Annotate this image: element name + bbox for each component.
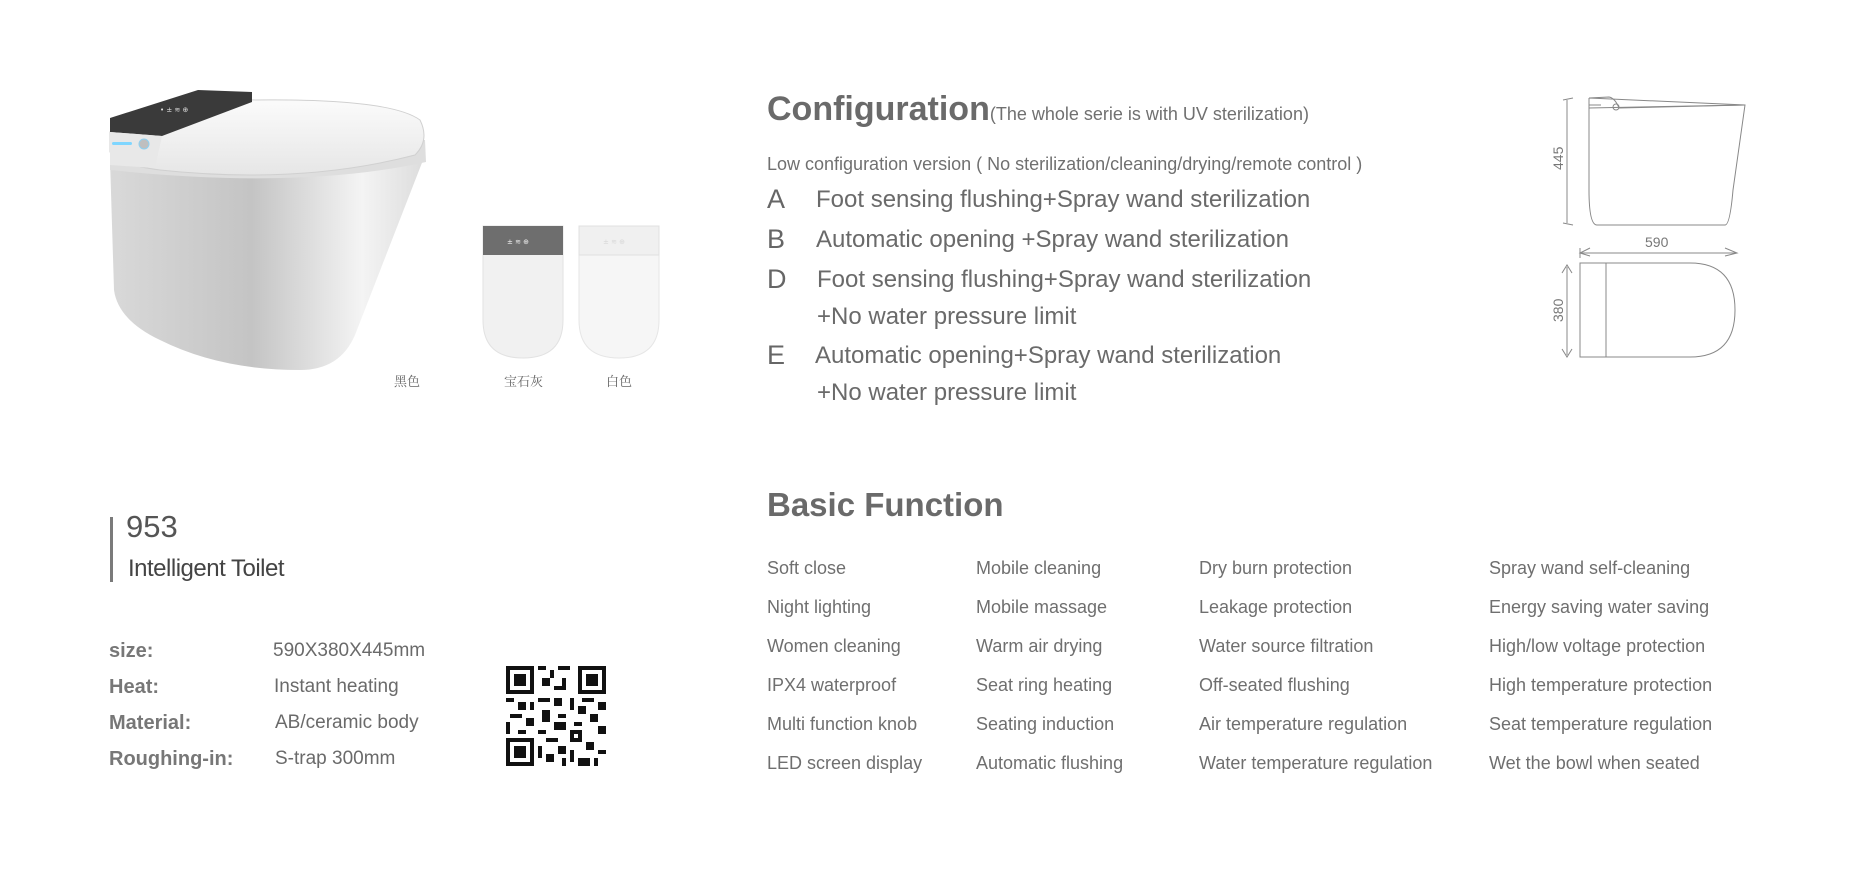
configuration-subtitle: Low configuration version ( No sterilization/cleaning/drying/remote control ) — [767, 154, 1363, 174]
function-item: Mobile cleaning — [976, 558, 1102, 578]
configuration-note: (The whole serie is with UV sterilization) — [989, 104, 1309, 124]
config-option-text-d-line2: +No water pressure limit — [817, 303, 1077, 330]
toilet-top-view-gray — [482, 225, 564, 359]
function-item: Spray wand self-cleaning — [1489, 558, 1691, 578]
model-name: Intelligent Toilet — [128, 555, 284, 582]
function-item: Dry burn protection — [1199, 558, 1353, 578]
dim-height: 445 — [1550, 146, 1566, 170]
config-option-letter-a: A — [767, 184, 786, 214]
toilet-top-view-white — [578, 225, 660, 359]
config-option-letter-b: B — [767, 224, 786, 254]
config-option-letter-d: D — [767, 264, 787, 294]
basic-function-title: Basic Function — [767, 486, 1004, 523]
svg-text:• ± ≋ ⊕: • ± ≋ ⊕ — [160, 106, 189, 114]
spec-value-size: 590X380X445mm — [273, 640, 426, 661]
spec-value-roughing-in: S-trap 300mm — [275, 748, 396, 769]
function-item: Automatic flushing — [976, 753, 1124, 773]
color-label-black: 黑色 — [394, 374, 421, 389]
function-item: Seat ring heating — [976, 675, 1113, 695]
function-item: Water temperature regulation — [1199, 753, 1433, 773]
function-item: IPX4 waterproof — [767, 675, 897, 695]
color-label-gem-gray: 宝石灰 — [504, 374, 544, 389]
spec-label-roughing-in: Roughing-in: — [109, 748, 234, 770]
config-option-text-a: Foot sensing flushing+Spray wand sterilization — [816, 186, 1311, 213]
function-item: Night lighting — [767, 597, 872, 617]
toilet-product-image — [100, 80, 440, 380]
spec-value-heat: Instant heating — [274, 676, 399, 697]
qr-code-icon — [506, 666, 606, 766]
function-item: LED screen display — [767, 753, 923, 773]
function-item: Water source filtration — [1199, 636, 1374, 656]
function-item: Leakage protection — [1199, 597, 1353, 617]
config-option-text-b: Automatic opening +Spray wand sterilization — [816, 226, 1289, 253]
configuration-title — [767, 90, 1309, 129]
svg-text:± ≋ ⊕: ± ≋ ⊕ — [507, 238, 530, 246]
function-item: Off-seated flushing — [1199, 675, 1350, 695]
spec-label-size: size: — [109, 640, 154, 662]
dimension-drawing — [1545, 90, 1760, 370]
function-item: Soft close — [767, 558, 847, 578]
config-option-text-d: Foot sensing flushing+Spray wand sterilization — [817, 266, 1312, 293]
function-item: Energy saving water saving — [1489, 597, 1710, 617]
dim-length: 590 — [1645, 234, 1669, 250]
model-number: 953 — [126, 509, 178, 544]
function-item: Air temperature regulation — [1199, 714, 1408, 734]
spec-label-heat: Heat: — [109, 676, 160, 698]
function-item: Multi function knob — [767, 714, 918, 734]
spec-label-material: Material: — [109, 712, 192, 734]
function-item: Warm air drying — [976, 636, 1103, 656]
function-item: High temperature protection — [1489, 675, 1713, 695]
config-option-text-e-line2: +No water pressure limit — [817, 379, 1077, 406]
function-item: Women cleaning — [767, 636, 901, 656]
function-item: Seat temperature regulation — [1489, 714, 1713, 734]
svg-text:± ≋ ⊕: ± ≋ ⊕ — [603, 238, 626, 246]
function-item: Seating induction — [976, 714, 1115, 734]
function-item: High/low voltage protection — [1489, 636, 1706, 656]
function-item: Wet the bowl when seated — [1489, 753, 1700, 773]
config-option-letter-e: E — [767, 340, 786, 370]
function-item: Mobile massage — [976, 597, 1108, 617]
model-divider-bar — [110, 517, 113, 582]
configuration-title-text: Configuration — [767, 90, 990, 128]
dim-width: 380 — [1550, 298, 1566, 322]
spec-value-material: AB/ceramic body — [275, 712, 419, 733]
config-option-text-e: Automatic opening+Spray wand sterilization — [815, 342, 1282, 369]
color-label-white: 白色 — [606, 374, 633, 389]
